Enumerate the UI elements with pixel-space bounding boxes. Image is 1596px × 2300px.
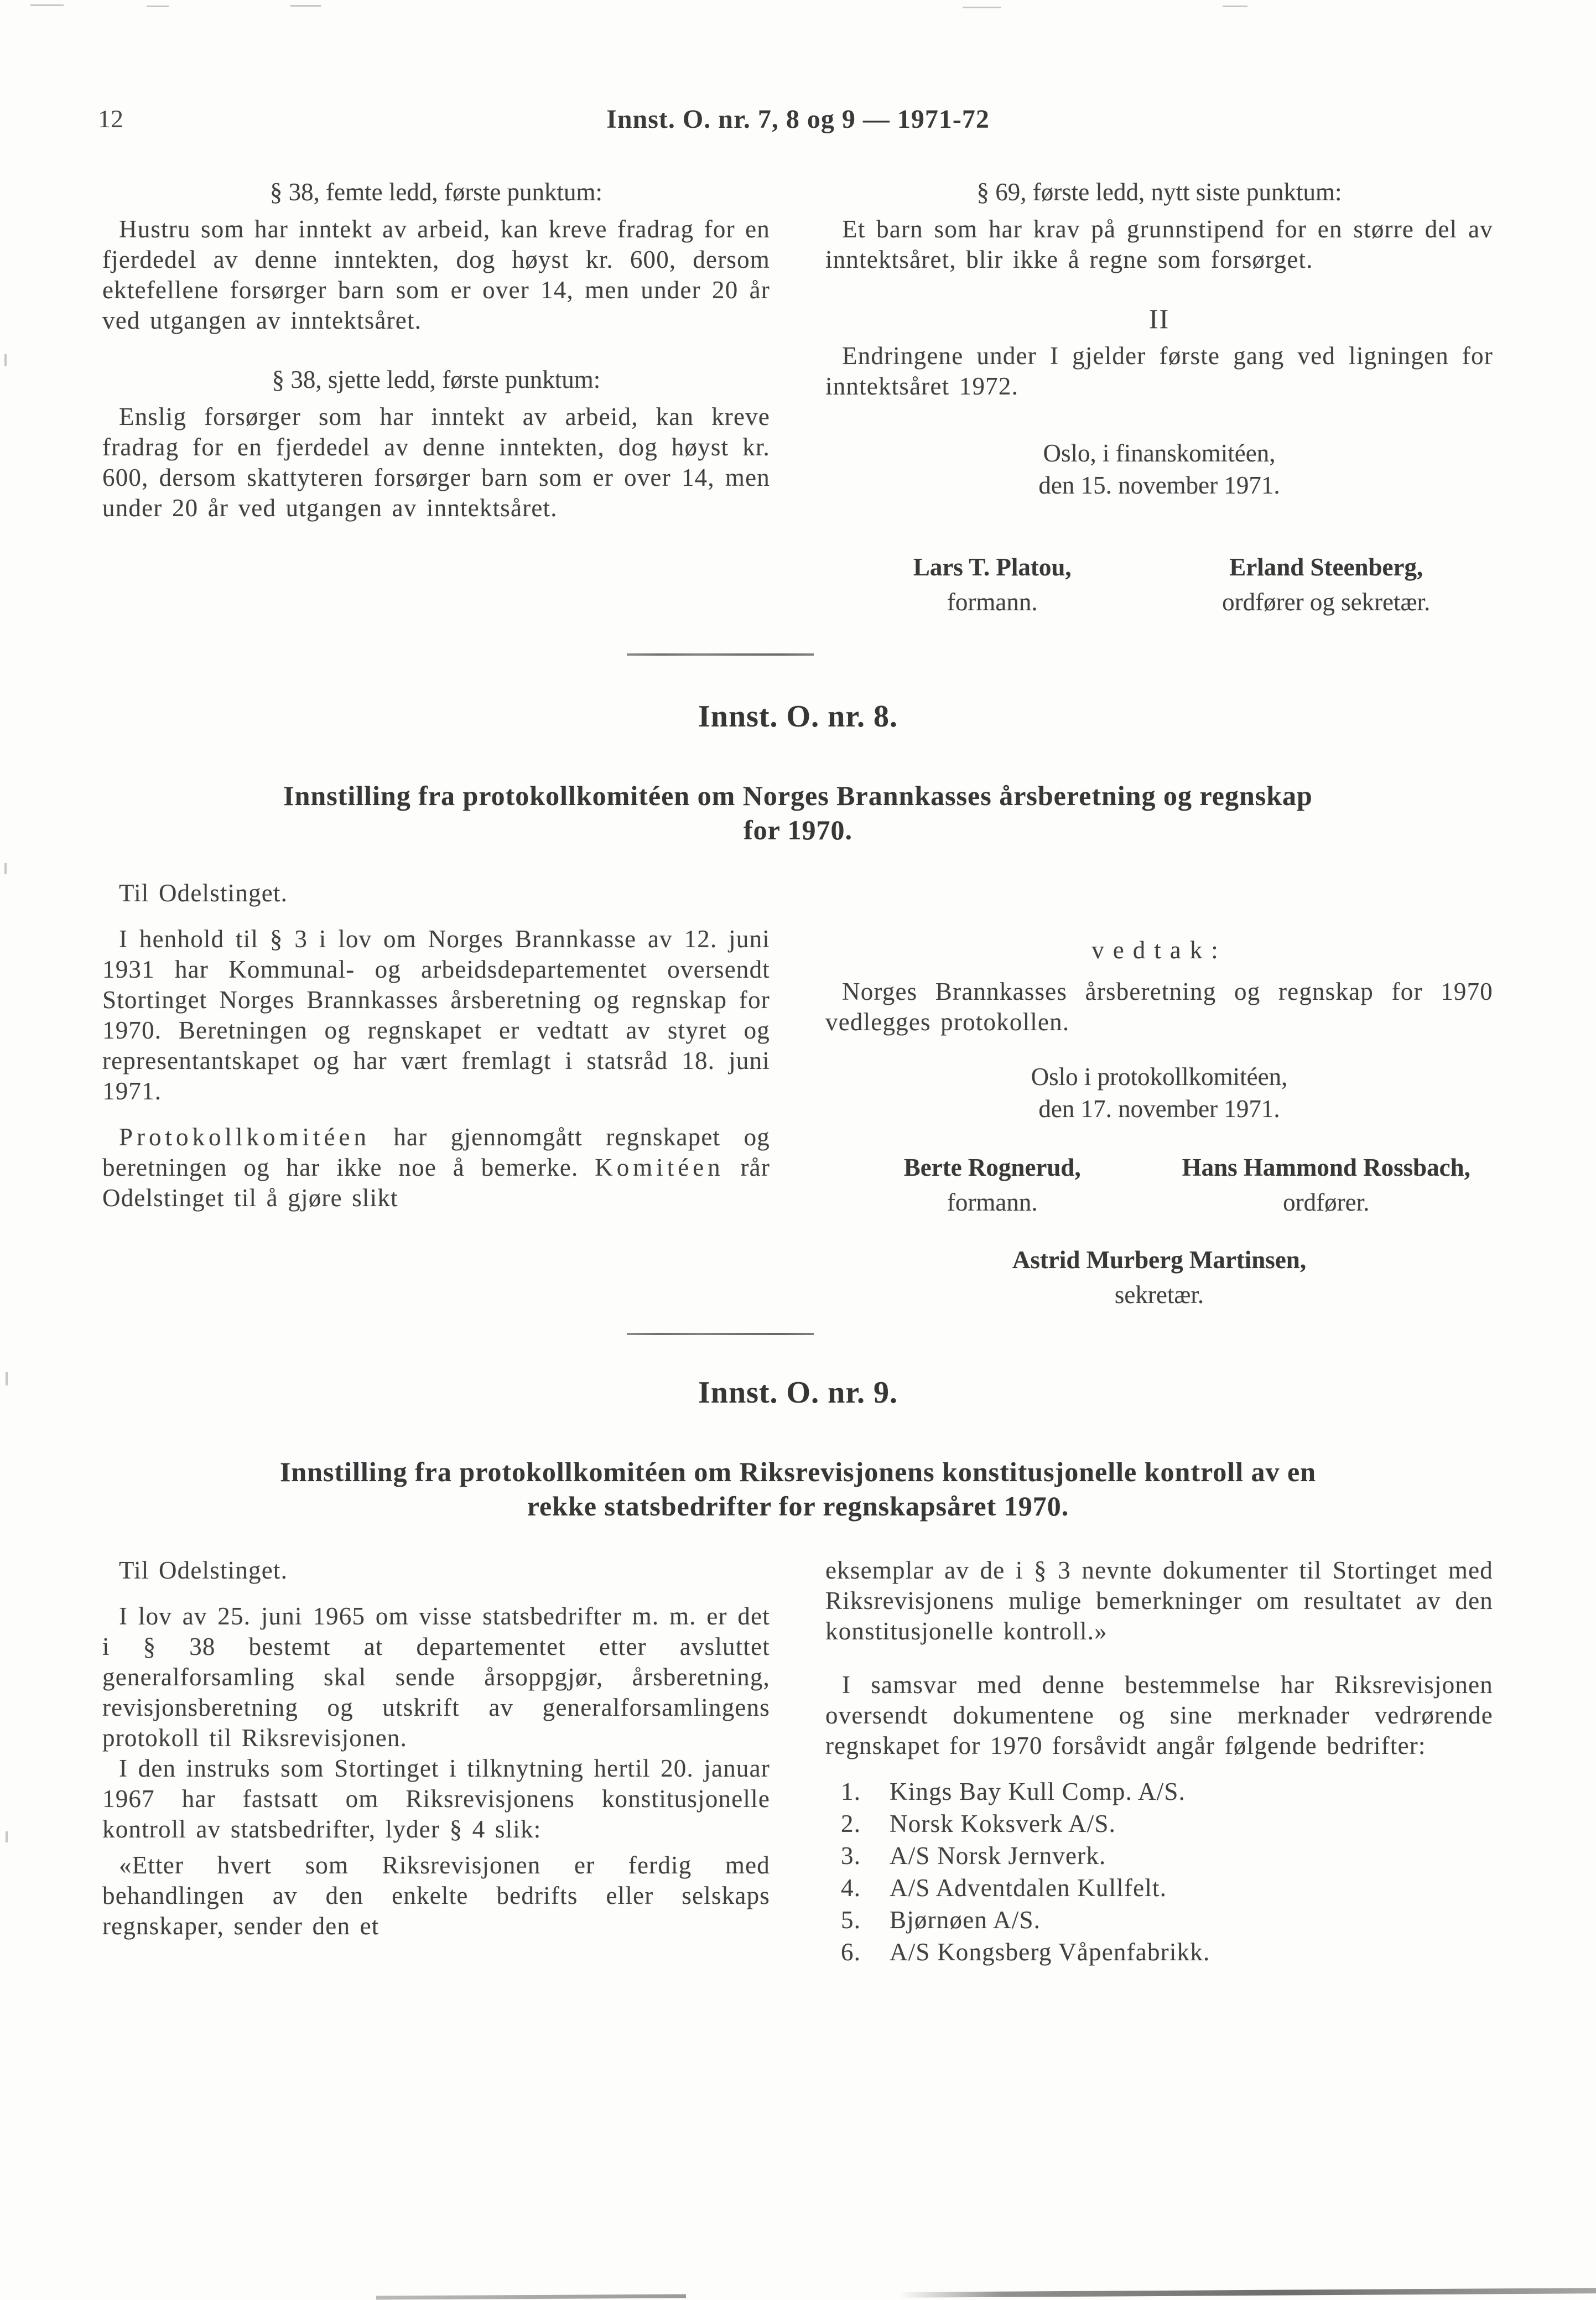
spaced-word: Protokollkomitéen bbox=[119, 1123, 370, 1151]
body-paragraph bbox=[102, 1122, 770, 1213]
paragraph-heading: § 69, første ledd, nytt siste punktum: bbox=[976, 178, 1342, 206]
list-item bbox=[825, 1775, 1493, 1808]
innst9-right-column bbox=[825, 1555, 1493, 1968]
paragraph-heading: § 38, femte ledd, første punktum: bbox=[269, 178, 603, 206]
scan-artifact bbox=[290, 5, 321, 7]
innst8-heading bbox=[102, 778, 1494, 847]
signature bbox=[825, 1245, 1493, 1314]
body-paragraph: eksemplar av de i § 3 nevnte dokumenter til Stortinget med Riksrevisjonens mulige bemerkninger om resultatet av den konstitusjonelle kontroll.» bbox=[825, 1556, 1493, 1645]
paragraph-text: har gjennomgått regnskapet og beretningen og har ikke noe å bemerke. bbox=[102, 1123, 770, 1181]
page-header bbox=[98, 104, 1494, 137]
innst9-heading-line2: rekke statsbedrifter for regnskapsåret 1970. bbox=[527, 1491, 1069, 1522]
body-paragraph: Norges Brannkasses årsberetning og regnskap for 1970 vedlegges protokollen. bbox=[825, 978, 1493, 1036]
dateline-place: Oslo i protokollkomitéen, bbox=[1031, 1063, 1288, 1091]
list-item bbox=[825, 1840, 1493, 1872]
list-item bbox=[825, 1904, 1493, 1936]
innst8-title: Innst. O. nr. 8. bbox=[698, 699, 898, 734]
list-item-number: 5. bbox=[841, 1906, 861, 1934]
signature bbox=[1160, 1152, 1494, 1222]
signature bbox=[825, 1152, 1160, 1222]
vedtak-label: vedtak: bbox=[1091, 936, 1227, 964]
innst7-section bbox=[102, 177, 1494, 621]
body-paragraph: Et barn som har krav på grunnstipend for en større del av inntektsåret, blir ikke å regne som forsørget. bbox=[825, 215, 1493, 273]
page-number: 12 bbox=[98, 105, 123, 133]
dateline bbox=[825, 437, 1493, 501]
innst9-heading bbox=[102, 1455, 1494, 1523]
list-item-text: A/S Kongsberg Våpenfabrikk. bbox=[890, 1938, 1210, 1966]
list-item-text: Bjørnøen A/S. bbox=[890, 1906, 1041, 1934]
innst8-heading-line1: Innstilling fra protokollkomitéen om Norges Brannkasses årsberetning og regnskap bbox=[283, 780, 1313, 811]
body-paragraph: Enslig forsørger som har inntekt av arbeid, kan kreve fradrag for en fjerdedel av denne inntekten, dog høyst kr. 600, dersom skattyteren forsørger barn som er over 14, men under 20 år ved utgangen av inntektsåret. bbox=[102, 403, 770, 522]
list-item-number: 3. bbox=[841, 1842, 861, 1870]
list-item bbox=[825, 1808, 1493, 1840]
list-item-number: 1. bbox=[841, 1778, 861, 1805]
signature-role: formann. bbox=[947, 1188, 1038, 1216]
signature-name: Lars T. Platou, bbox=[913, 553, 1072, 581]
innst8-left-column bbox=[102, 878, 770, 1314]
signature-row bbox=[825, 1152, 1493, 1222]
body-paragraph: I lov av 25. juni 1965 om visse statsbedrifter m. m. er det i § 38 bestemt at departementet etter avsluttet generalforsamling skal sende årsoppgjør, årsberetning, revisjonsberetning og utskrift av generalforsamlingens protokoll til Riksrevisjonen. bbox=[102, 1602, 770, 1752]
innst8-right-column bbox=[825, 878, 1493, 1314]
signature-name: Hans Hammond Rossbach, bbox=[1182, 1154, 1470, 1181]
list-item-number: 6. bbox=[841, 1938, 861, 1966]
body-paragraph: I henhold til § 3 i lov om Norges Brannkasse av 12. juni 1931 har Kommunal- og arbeidsdepartementet oversendt Stortinget Norges Brannkasses årsberetning og regnskap for 1970. Beretningen og regnskapet er vedtatt av styret og representantskapet og har vært fremlagt i statsråd 18. juni 1971. bbox=[102, 925, 770, 1105]
scan-artifact bbox=[4, 863, 7, 874]
innst8-heading-line2: for 1970. bbox=[744, 814, 852, 845]
paragraph-heading: § 38, sjette ledd, første punktum: bbox=[272, 366, 601, 393]
scan-artifact bbox=[4, 354, 7, 366]
list-item-number: 4. bbox=[841, 1874, 861, 1902]
section-divider bbox=[627, 1333, 814, 1335]
list-item-number: 2. bbox=[841, 1810, 861, 1837]
innst9-heading-line1: Innstilling fra protokollkomitéen om Riksrevisjonens konstitusjonelle kontroll av en bbox=[279, 1456, 1317, 1487]
list-item-text: A/S Norsk Jernverk. bbox=[890, 1842, 1106, 1870]
innst7-left-column bbox=[102, 177, 770, 621]
list-item bbox=[825, 1872, 1493, 1904]
dateline-date: den 15. november 1971. bbox=[1038, 471, 1280, 499]
document-content bbox=[98, 104, 1494, 1968]
salutation: Til Odelstinget. bbox=[119, 879, 288, 907]
signature bbox=[825, 552, 1160, 621]
signature-name: Erland Steenberg, bbox=[1229, 553, 1423, 581]
scan-artifact bbox=[147, 6, 169, 7]
scan-artifact bbox=[1223, 6, 1247, 7]
dateline-date: den 17. november 1971. bbox=[1038, 1095, 1280, 1123]
list-item-text: A/S Adventdalen Kullfelt. bbox=[890, 1874, 1167, 1902]
dateline-place: Oslo, i finanskomitéen, bbox=[1043, 439, 1276, 467]
innst9-section bbox=[102, 1555, 1494, 1968]
list-item bbox=[825, 1936, 1493, 1968]
section-numeral: II bbox=[1148, 303, 1170, 334]
innst7-right-column bbox=[825, 177, 1493, 621]
body-paragraph: «Etter hvert som Riksrevisjonen er ferdig med behandlingen av den enkelte bedrifts eller selskaps regnskaper, sender den et bbox=[102, 1851, 770, 1940]
innst8-section bbox=[102, 878, 1494, 1314]
signature-role: sekretær. bbox=[1114, 1281, 1204, 1309]
dateline bbox=[825, 1061, 1493, 1125]
signature-role: formann. bbox=[947, 588, 1038, 616]
scan-artifact bbox=[963, 7, 1001, 8]
body-paragraph: Endringene under I gjelder første gang ved ligningen for inntektsåret 1972. bbox=[825, 342, 1493, 400]
signature-name: Astrid Murberg Martinsen, bbox=[1012, 1246, 1307, 1274]
signature-role: ordfører. bbox=[1283, 1188, 1370, 1216]
list-item-text: Kings Bay Kull Comp. A/S. bbox=[890, 1778, 1186, 1805]
innst9-left-column bbox=[102, 1555, 770, 1968]
section-divider bbox=[627, 653, 814, 656]
spaced-word: Komitéen bbox=[595, 1154, 724, 1181]
signature-row bbox=[825, 552, 1493, 621]
scan-smudge bbox=[376, 2294, 686, 2300]
company-list bbox=[825, 1775, 1493, 1968]
body-paragraph: I den instruks som Stortinget i tilknytning hertil 20. januar 1967 har fastsatt om Riksrevisjonens konstitusjonelle kontroll av statsbedrifter, lyder § 4 slik: bbox=[102, 1754, 770, 1843]
signature-name: Berte Rognerud, bbox=[903, 1154, 1081, 1181]
signature bbox=[1160, 552, 1494, 621]
scan-artifact bbox=[6, 1372, 8, 1385]
scan-artifact bbox=[30, 4, 64, 6]
scan-smudge bbox=[899, 2288, 1596, 2298]
body-paragraph: I samsvar med denne bestemmelse har Riksrevisjonen oversendt dokumentene og sine merknader vedrørende regnskapet for 1970 forsåvidt angår følgende bedrifter: bbox=[825, 1671, 1493, 1759]
salutation: Til Odelstinget. bbox=[119, 1556, 288, 1584]
signature-role: ordfører og sekretær. bbox=[1222, 588, 1431, 616]
body-paragraph: Hustru som har inntekt av arbeid, kan kreve fradrag for en fjerdedel av denne inntekten, dog høyst kr. 600, dersom ektefellene forsørger barn som er over 14, men under 20 år ved utgangen av inntektsåret. bbox=[102, 215, 770, 334]
innst9-title: Innst. O. nr. 9. bbox=[698, 1375, 898, 1410]
scan-artifact bbox=[6, 1831, 8, 1842]
list-item-text: Norsk Koksverk A/S. bbox=[890, 1810, 1116, 1837]
paragraph-text: rår Odelstinget til å gjøre slikt bbox=[102, 1154, 770, 1212]
running-title: Innst. O. nr. 7, 8 og 9 — 1971-72 bbox=[606, 105, 990, 134]
